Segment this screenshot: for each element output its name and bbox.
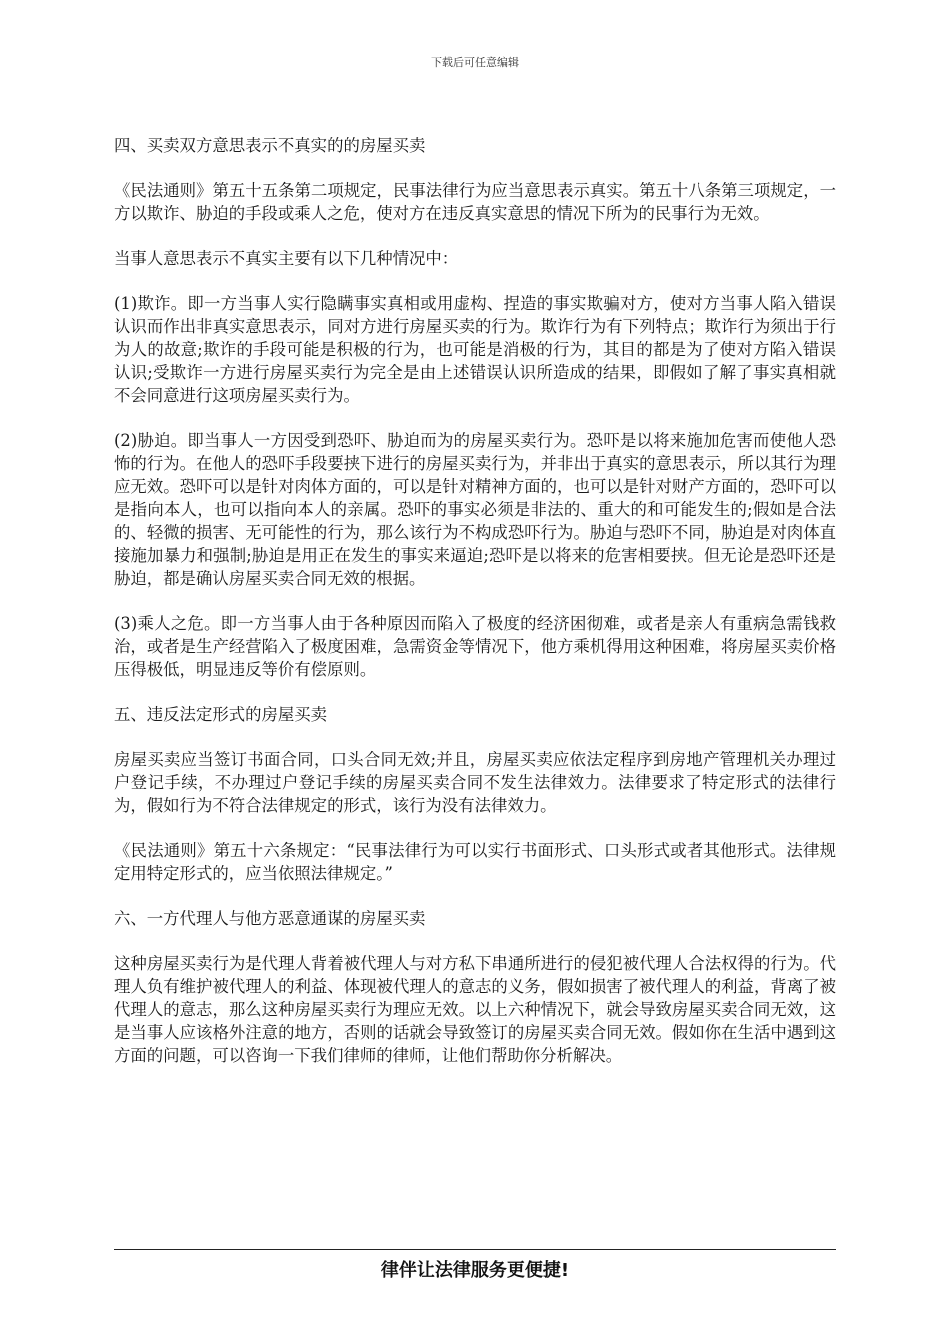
paragraph-exploitation: (3)乘人之危。即一方当事人由于各种原因而陷入了极度的经济困彻难，或者是亲人有重病急需钱救治，或者是生产经营陷入了极度困难，急需资金等情况下，他方乘机得用这种困难，将房屋买卖价格压得极低，明显违反等价有偿原则。 xyxy=(114,614,836,679)
paragraph: 房屋买卖应当签订书面合同，口头合同无效;并且，房屋买卖应依法定程序到房地产管理机关办理过户登记手续，不办理过户登记手续的房屋买卖合同不发生法律效力。法律要求了特定形式的法律行为，假如行为不符合法律规定的形式，该行为没有法律效力。 xyxy=(114,750,836,815)
paragraph: 这种房屋买卖行为是代理人背着被代理人与对方私下串通所进行的侵犯被代理人合法权得的行为。代理人负有维护被代理人的利益、体现被代理人的意志的义务，假如损害了被代理人的利益，背离了被代理人的意志，那么这种房屋买卖行为理应无效。以上六种情况下，就会导致房屋买卖合同无效，这是当事人应该格外注意的地方，否则的话就会导致签订的房屋买卖合同无效。假如你在生活中遇到这方面的问题，可以咨询一下我们律师的律师，让他们帮助你分析解决。 xyxy=(114,954,836,1065)
paragraph-coercion: (2)胁迫。即当事人一方因受到恐吓、胁迫而为的房屋买卖行为。恐吓是以将来施加危害而使他人恐怖的行为。在他人的恐吓手段要挟下进行的房屋买卖行为，并非出于真实的意思表示，所以其行为理应无效。恐吓可以是针对肉体方面的，可以是针对精神方面的，也可以是针对财产方面的，恐吓可以是指向本人，也可以指向本人的亲属。恐吓的事实必须是非法的、重大的和可能发生的;假如是合法的、轻微的损害、无可能性的行为，那么该行为不构成恐吓行为。胁迫与恐吓不同，胁迫是对肉体直接施加暴力和强制;胁迫是用正在发生的事实来逼迫;恐吓是以将来的危害相要挟。但无论是恐吓还是胁迫，都是确认房屋买卖合同无效的根据。 xyxy=(114,431,836,588)
paragraph-fraud: (1)欺诈。即一方当事人实行隐瞒事实真相或用虚构、捏造的事实欺骗对方，使对方当事人陷入错误认识而作出非真实意思表示，同对方进行房屋买卖的行为。欺诈行为有下列特点；欺诈行为须出于行为人的故意;欺诈的手段可能是积极的行为，也可能是消极的行为，其目的都是为了使对方陷入错误认识;受欺诈一方进行房屋买卖行为完全是由上述错误认识所造成的结果，即假如了解了事实真相就不会同意进行这项房屋买卖行为。 xyxy=(114,294,836,405)
page-header-note: 下载后可任意编辑 xyxy=(431,56,519,69)
section-heading-5: 五、违反法定形式的房屋买卖 xyxy=(114,705,328,724)
footer-slogan: 律伴让法律服务更便捷! xyxy=(380,1260,570,1281)
section-heading-4: 四、买卖双方意思表示不真实的的房屋买卖 xyxy=(114,136,426,155)
section-heading-6: 六、一方代理人与他方恶意通谋的房屋买卖 xyxy=(114,909,426,928)
paragraph-quote: 《民法通则》第五十六条规定：“民事法律行为可以实行书面形式、口头形式或者其他形式。法律规定用特定形式的，应当依照法律规定。” xyxy=(114,841,836,883)
footer-divider xyxy=(114,1249,836,1250)
paragraph: 当事人意思表示不真实主要有以下几种情况中： xyxy=(114,249,459,268)
document-body xyxy=(114,134,836,1089)
paragraph: 《民法通则》第五十五条第二项规定，民事法律行为应当意思表示真实。第五十八条第三项规定，一方以欺诈、胁迫的手段或乘人之危，使对方在违反真实意思的情况下所为的民事行为无效。 xyxy=(114,181,836,223)
